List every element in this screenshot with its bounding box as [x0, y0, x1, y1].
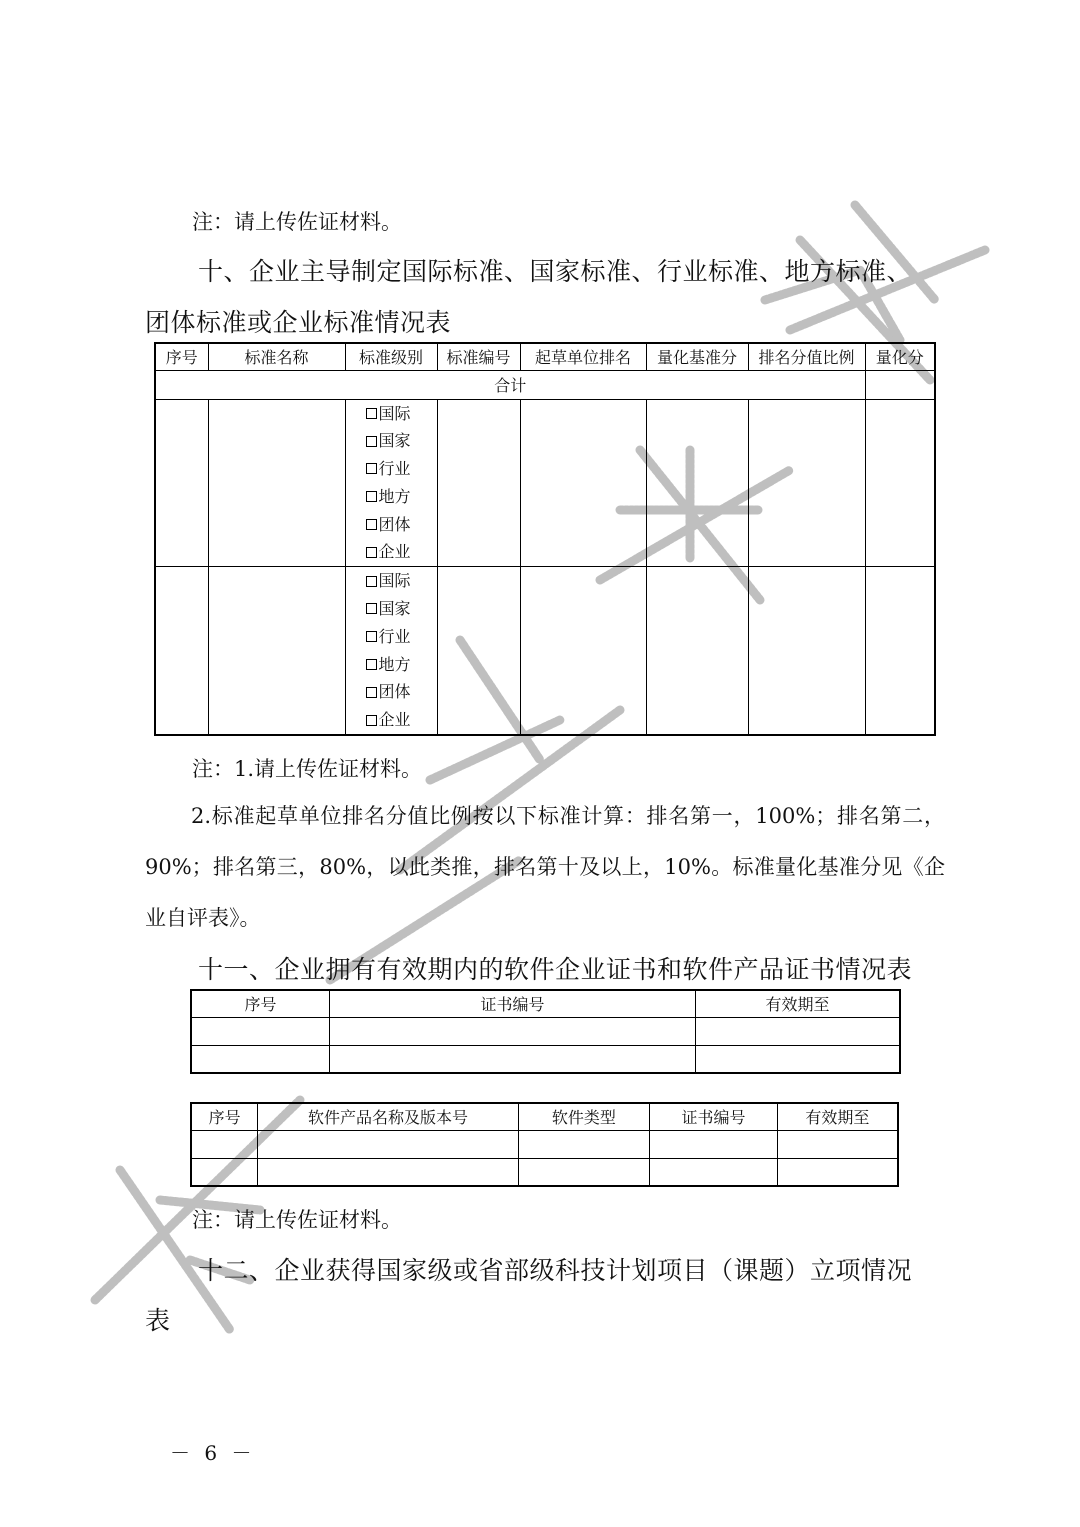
checkbox[interactable] [366, 687, 377, 698]
cell-standard-level [345, 399, 437, 567]
section11-title: 十一、企业拥有有效期内的软件企业证书和软件产品证书情况表 [198, 955, 913, 984]
header-cell: 序号 [191, 990, 330, 1017]
table-row [191, 1045, 900, 1073]
level-option-international[interactable]: 国际 [366, 400, 411, 428]
cell[interactable] [330, 1017, 696, 1045]
cell[interactable] [191, 1045, 330, 1073]
cell[interactable] [258, 1158, 518, 1186]
header-cell: 量化基准分 [646, 343, 748, 370]
section12-title-line1: 十二、企业获得国家级或省部级科技计划项目（课题）立项情况 [198, 1256, 913, 1285]
cell-index[interactable] [155, 567, 208, 735]
cell-drafting-rank[interactable] [520, 399, 646, 567]
header-cell: 有效期至 [777, 1103, 898, 1130]
cell[interactable] [518, 1158, 650, 1186]
cell[interactable] [330, 1045, 696, 1073]
section10-note2: 2.标准起草单位排名分值比例按以下标准计算：排名第一，100%；排名第二，90%；排名第三，80%，以此类推，排名第十及以上，10%。标准量化基准分见《企业自评表》。 [145, 804, 945, 930]
standards-header-row [155, 343, 935, 370]
table-row [191, 1017, 900, 1045]
cell[interactable] [650, 1158, 778, 1186]
cell[interactable] [258, 1130, 518, 1158]
header-cell: 排名分值比例 [748, 343, 865, 370]
checkbox[interactable] [366, 576, 377, 587]
cell-rank-ratio[interactable] [748, 567, 865, 735]
cell-rank-ratio[interactable] [748, 399, 865, 567]
header-cell: 量化分 [865, 343, 935, 370]
level-option-national[interactable]: 国家 [366, 427, 411, 455]
cell-score[interactable] [865, 399, 935, 567]
table-header-row [191, 990, 900, 1017]
cell[interactable] [650, 1130, 778, 1158]
cell-standard-name[interactable] [208, 399, 345, 567]
cell-base-score[interactable] [646, 399, 748, 567]
checkbox[interactable] [366, 715, 377, 726]
cell[interactable] [191, 1130, 258, 1158]
checkbox[interactable] [366, 519, 377, 530]
level-option-local[interactable]: 地方 [366, 483, 411, 511]
checkbox[interactable] [366, 408, 377, 419]
header-cell: 序号 [155, 343, 208, 370]
table-row [155, 567, 935, 735]
checkbox[interactable] [366, 603, 377, 614]
level-option-group[interactable]: 团体 [366, 511, 411, 539]
cell-standard-name[interactable] [208, 567, 345, 735]
cell-score[interactable] [865, 567, 935, 735]
checkbox[interactable] [366, 463, 377, 474]
table-header-row [191, 1103, 898, 1130]
level-option-industry[interactable]: 行业 [366, 455, 411, 483]
level-option-national[interactable]: 国家 [366, 595, 411, 623]
checkbox[interactable] [366, 659, 377, 670]
total-value-cell[interactable] [865, 370, 935, 399]
level-option-international[interactable]: 国际 [366, 567, 411, 595]
header-cell: 标准名称 [208, 343, 345, 370]
header-cell: 证书编号 [330, 990, 696, 1017]
section10-title-line1: 十、企业主导制定国际标准、国家标准、行业标准、地方标准、 [198, 257, 913, 286]
software-enterprise-cert-table [190, 989, 901, 1074]
checkbox[interactable] [366, 547, 377, 558]
header-cell: 标准编号 [437, 343, 520, 370]
cell[interactable] [518, 1130, 650, 1158]
header-cell: 软件产品名称及版本号 [258, 1103, 518, 1130]
header-cell: 标准级别 [345, 343, 437, 370]
cell-standard-number[interactable] [437, 399, 520, 567]
table-row [155, 399, 935, 567]
software-product-cert-table [190, 1102, 899, 1187]
header-cell: 证书编号 [650, 1103, 778, 1130]
cell[interactable] [777, 1158, 898, 1186]
header-cell: 起草单位排名 [520, 343, 646, 370]
checkbox[interactable] [366, 491, 377, 502]
table-row [191, 1158, 898, 1186]
cell-standard-number[interactable] [437, 567, 520, 735]
total-row [155, 370, 935, 399]
cell[interactable] [696, 1045, 901, 1073]
level-option-group[interactable]: 团体 [366, 678, 411, 706]
cell[interactable] [777, 1130, 898, 1158]
level-option-enterprise[interactable]: 企业 [366, 706, 411, 734]
cell[interactable] [696, 1017, 901, 1045]
section10-note1: 注：1.请上传佐证材料。 [192, 757, 423, 781]
level-option-industry[interactable]: 行业 [366, 623, 411, 651]
header-cell: 软件类型 [518, 1103, 650, 1130]
page-number: － 6 － [170, 1441, 256, 1465]
cell[interactable] [191, 1158, 258, 1186]
checkbox[interactable] [366, 631, 377, 642]
checkbox[interactable] [366, 436, 377, 447]
top-note: 注：请上传佐证材料。 [192, 210, 402, 234]
cell-base-score[interactable] [646, 567, 748, 735]
cell-index[interactable] [155, 399, 208, 567]
cell-standard-level [345, 567, 437, 735]
level-option-local[interactable]: 地方 [366, 651, 411, 679]
level-option-enterprise[interactable]: 企业 [366, 538, 411, 566]
header-cell: 序号 [191, 1103, 258, 1130]
header-cell: 有效期至 [696, 990, 901, 1017]
cell[interactable] [191, 1017, 330, 1045]
standards-table [154, 342, 936, 736]
table-row [191, 1130, 898, 1158]
section11-note: 注：请上传佐证材料。 [192, 1208, 402, 1232]
section12-title-line2: 表 [145, 1306, 171, 1335]
total-label: 合计 [155, 370, 865, 399]
cell-drafting-rank[interactable] [520, 567, 646, 735]
section10-title-line2: 团体标准或企业标准情况表 [145, 308, 452, 337]
